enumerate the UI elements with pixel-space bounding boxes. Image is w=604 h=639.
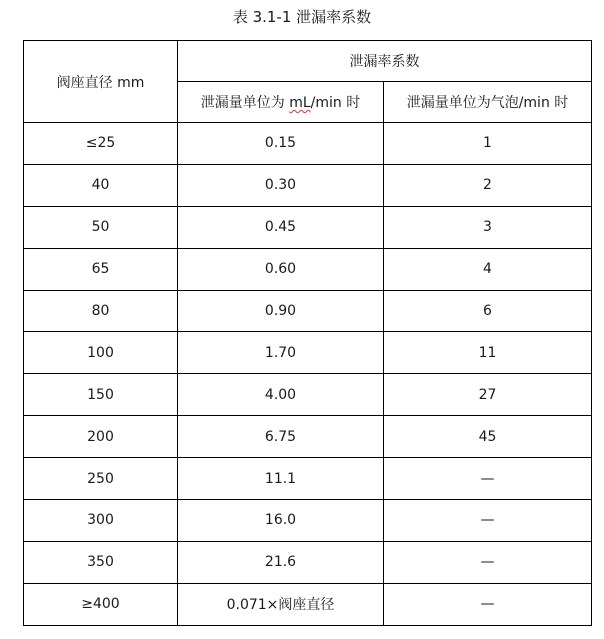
seat-diameter-cell: 250	[24, 458, 178, 500]
table-row	[24, 374, 592, 416]
ml-rate-cell: 0.15	[178, 123, 384, 165]
table-row	[24, 332, 592, 374]
bubble-rate-cell: 27	[384, 374, 592, 416]
ml-rate-cell: 16.0	[178, 500, 384, 542]
bubble-rate-cell: 6	[384, 290, 592, 332]
table-caption: 表 3.1-1 泄漏率系数	[232, 8, 372, 26]
bubble-rate-cell: —	[384, 458, 592, 500]
table-row	[24, 206, 592, 248]
ml-rate-cell: 0.90	[178, 290, 384, 332]
bubble-rate-cell: —	[384, 500, 592, 542]
seat-diameter-cell: 300	[24, 500, 178, 542]
seat-diameter-cell: 65	[24, 248, 178, 290]
seat-diameter-cell: 200	[24, 416, 178, 458]
ml-rate-cell: 1.70	[178, 332, 384, 374]
header-seat-diameter: 阀座直径 mm	[24, 41, 178, 123]
seat-diameter-cell: 350	[24, 541, 178, 583]
table-row	[24, 123, 592, 165]
seat-diameter-cell: ≥400	[24, 583, 178, 625]
table-row	[24, 290, 592, 332]
ml-rate-cell: 4.00	[178, 374, 384, 416]
ml-rate-cell: 21.6	[178, 541, 384, 583]
bubble-rate-cell: 45	[384, 416, 592, 458]
table-row	[24, 458, 592, 500]
seat-diameter-cell: 150	[24, 374, 178, 416]
table-row	[24, 500, 592, 542]
bubble-rate-cell: 11	[384, 332, 592, 374]
bubble-rate-cell: 4	[384, 248, 592, 290]
bubble-rate-cell: 3	[384, 206, 592, 248]
bubble-rate-cell: —	[384, 583, 592, 625]
table-row	[24, 248, 592, 290]
leakage-rate-table	[23, 40, 592, 626]
header-ml-suffix: /min 时	[310, 95, 361, 111]
ml-rate-cell: 0.45	[178, 206, 384, 248]
header-ml-per-min	[178, 82, 384, 123]
ml-rate-cell: 0.071×阀座直径	[178, 583, 384, 625]
bubble-rate-cell: 2	[384, 164, 592, 206]
table-row	[24, 583, 592, 625]
header-leakage-coefficient: 泄漏率系数	[178, 41, 592, 82]
table-row	[24, 164, 592, 206]
seat-diameter-cell: 40	[24, 164, 178, 206]
ml-rate-cell: 11.1	[178, 458, 384, 500]
ml-rate-cell: 0.30	[178, 164, 384, 206]
seat-diameter-cell: 50	[24, 206, 178, 248]
bubble-rate-cell: —	[384, 541, 592, 583]
seat-diameter-cell: 80	[24, 290, 178, 332]
header-ml-unit: mL	[289, 95, 311, 111]
table-row	[24, 416, 592, 458]
header-ml-prefix: 泄漏量单位为	[200, 95, 290, 111]
bubble-rate-cell: 1	[384, 123, 592, 165]
table-row	[24, 541, 592, 583]
seat-diameter-cell: 100	[24, 332, 178, 374]
ml-rate-cell: 0.60	[178, 248, 384, 290]
header-bubbles-per-min: 泄漏量单位为气泡/min 时	[384, 82, 592, 123]
ml-rate-cell: 6.75	[178, 416, 384, 458]
seat-diameter-cell: ≤25	[24, 123, 178, 165]
